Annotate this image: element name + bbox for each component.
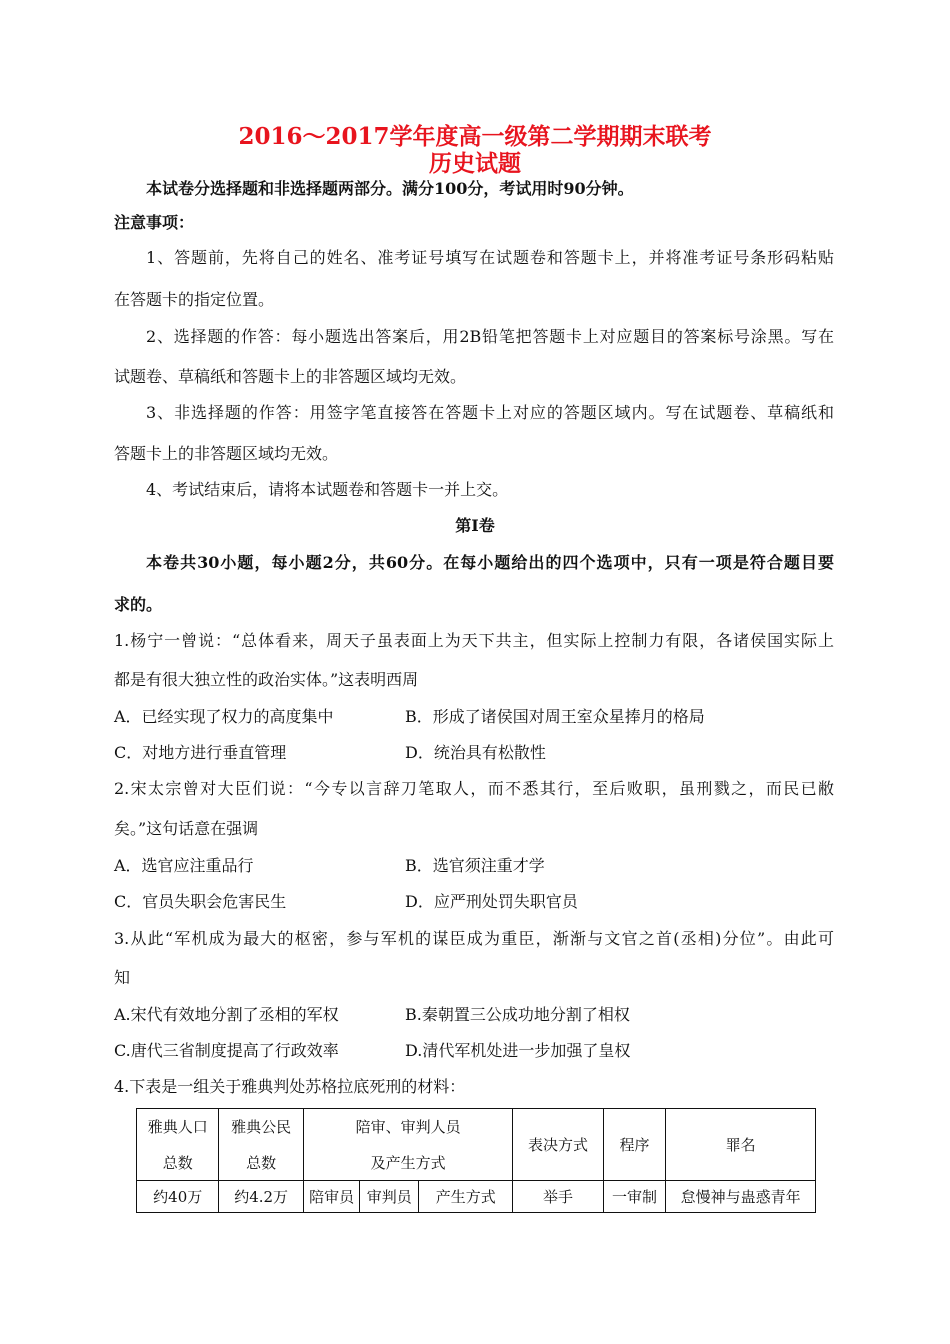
notice-item-4: 4、考试结束后，请将本试题卷和答题卡一并上交。: [146, 480, 509, 499]
cell-procedure: 一审制: [603, 1181, 666, 1213]
notice-item-3-line1: 3、非选择题的作答：用签字笔直接答在答题卡上对应的答题区域内。写在试题卷、草稿纸和: [146, 403, 834, 422]
header-jury-line2: 及产生方式: [370, 1153, 446, 1172]
exam-intro: 本试卷分选择题和非选择题两部分。满分100分，考试用时90分钟。: [146, 179, 634, 198]
section-title: 第Ⅰ卷: [455, 516, 495, 535]
cell-judge: 审判员: [360, 1181, 419, 1213]
cell-population: 约40万: [137, 1181, 219, 1213]
table-row: [137, 1181, 816, 1213]
header-charge: 罪名: [666, 1109, 816, 1181]
question-1-option-b: B．形成了诸侯国对周王室众星捧月的格局: [405, 707, 705, 726]
cell-juror: 陪审员: [303, 1181, 360, 1213]
header-vote: 表决方式: [513, 1109, 603, 1181]
section-instructions-line1: 本卷共30小题，每小题2分，共60分。在每小题给出的四个选项中，只有一项是符合题目要: [146, 553, 834, 572]
question-3-option-c: C.唐代三省制度提高了行政效率: [114, 1041, 339, 1060]
notice-item-1-line2: 在答题卡的指定位置。: [114, 290, 275, 309]
exam-subject: 历史试题: [429, 150, 521, 177]
question-3-option-d: D.清代军机处进一步加强了皇权: [405, 1041, 631, 1060]
question-1-option-d: D．统治具有松散性: [405, 743, 546, 762]
notice-item-2-line2: 试题卷、草稿纸和答题卡上的非答题区域均无效。: [114, 367, 467, 386]
question-2-option-a: A．选官应注重品行: [114, 856, 254, 875]
header-citizens: [219, 1109, 303, 1181]
question-1-option-a: A．已经实现了权力的高度集中: [114, 707, 334, 726]
question-3-option-a: A.宋代有效地分割了丞相的军权: [114, 1005, 339, 1024]
question-1-option-c: C．对地方进行垂直管理: [114, 743, 287, 762]
cell-method: 产生方式: [419, 1181, 513, 1213]
table-header-row: [137, 1109, 816, 1181]
question-3-stem-line2: 知: [114, 968, 131, 987]
header-citizens-line1: 雅典公民: [231, 1117, 292, 1136]
cell-citizens: 约4.2万: [219, 1181, 303, 1213]
question-3-option-b: B.秦朝置三公成功地分割了相权: [405, 1005, 630, 1024]
notice-item-2-line1: 2、选择题的作答：每小题选出答案后，用2B铅笔把答题卡上对应题目的答案标号涂黑。写在: [146, 327, 834, 346]
notice-item-3-line2: 答题卡上的非答题区域均无效。: [114, 444, 339, 463]
cell-vote: 举手: [513, 1181, 603, 1213]
question-3-stem-line1: 3.从此“军机成为最大的枢密，参与军机的谋臣成为重臣，渐渐与文官之首(丞相)分位”。由此可: [114, 929, 834, 948]
header-procedure: 程序: [603, 1109, 666, 1181]
cell-charge: 怠慢神与蛊惑青年: [666, 1181, 816, 1213]
header-citizens-line2: 总数: [246, 1153, 277, 1172]
notice-item-1-line1: 1、答题前，先将自己的姓名、准考证号填写在试题卷和答题卡上，并将准考证号条形码粘贴: [146, 248, 834, 267]
question-4-stem: 4.下表是一组关于雅典判处苏格拉底死刑的材料：: [114, 1077, 466, 1096]
question-1-stem-line2: 都是有很大独立性的政治实体。”这表明西周: [114, 670, 419, 689]
header-jury: [303, 1109, 513, 1181]
question-1-stem-line1: 1.杨宁一曾说：“总体看来，周天子虽表面上为天下共主，但实际上控制力有限，各诸侯国实际上: [114, 631, 834, 650]
question-2-option-d: D．应严刑处罚失职官员: [405, 892, 578, 911]
question-2-option-b: B．选官须注重才学: [405, 856, 545, 875]
question-2-option-c: C．官员失职会危害民生: [114, 892, 287, 911]
section-instructions-line2: 求的。: [114, 595, 163, 614]
header-jury-line1: 陪审、审判人员: [355, 1117, 461, 1136]
header-population-line2: 总数: [162, 1153, 193, 1172]
exam-title: 2016～2017学年度高一级第二学期期末联考: [238, 123, 712, 150]
socrates-trial-table: [136, 1108, 816, 1213]
header-population-line1: 雅典人口: [147, 1117, 208, 1136]
question-2-stem-line1: 2.宋太宗曾对大臣们说：“今专以言辞刀笔取人，而不悉其行，至后败职，虽刑戮之，而民已敝: [114, 779, 834, 798]
header-population: [137, 1109, 219, 1181]
question-2-stem-line2: 矣。”这句话意在强调: [114, 819, 259, 838]
notice-heading: 注意事项：: [114, 213, 195, 232]
